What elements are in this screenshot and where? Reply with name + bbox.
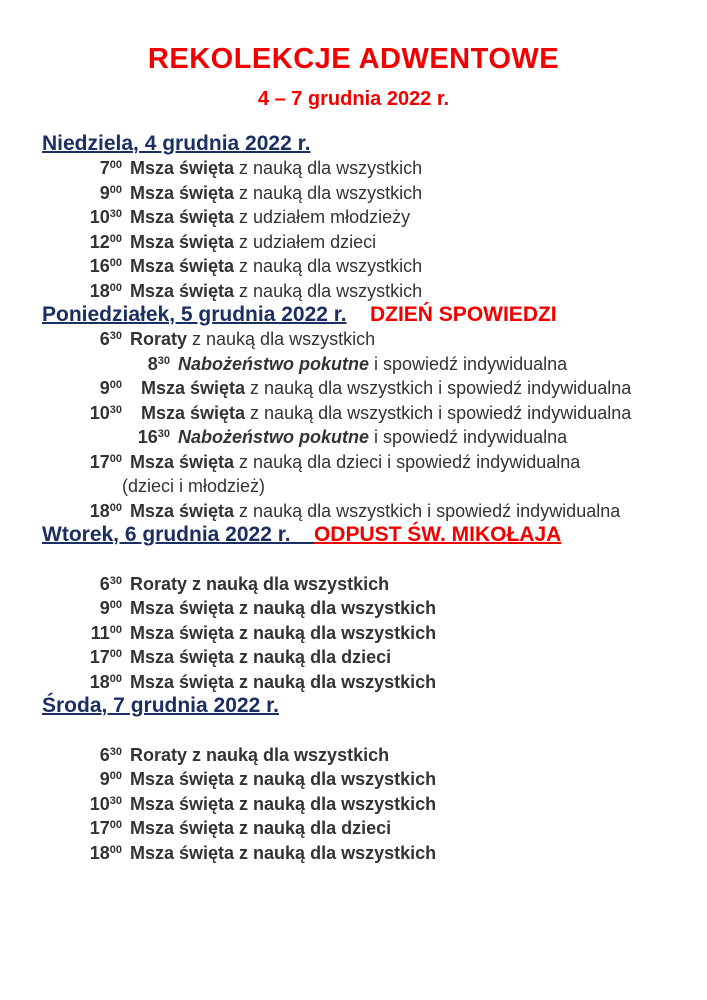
entry-hour: 17	[89, 451, 110, 472]
entry-lead: Msza święta	[130, 158, 235, 178]
entry-continuation: (dzieci i młodzież)	[122, 476, 266, 496]
entry-hour: 10	[89, 402, 110, 423]
entry-hour: 6	[99, 573, 110, 594]
entry-time	[42, 376, 122, 401]
entry-lead: Msza święta z nauką dla dzieci	[130, 647, 392, 667]
entry-minutes: 00	[109, 648, 122, 660]
entry-rest: i spowiedź indywidualna	[369, 353, 568, 374]
entry-minutes: 00	[109, 501, 122, 514]
entry-hour: 10	[89, 793, 110, 814]
entry-text	[178, 354, 567, 374]
schedule-entry	[0, 499, 707, 524]
entry-minutes: 00	[109, 379, 122, 391]
entry-time	[42, 279, 122, 304]
entry-lead: Msza święta z nauką dla wszystkich	[130, 671, 437, 692]
blank-line	[0, 547, 707, 572]
entry-minutes: 00	[109, 257, 122, 269]
entry-time	[42, 596, 122, 621]
section-wtorek	[0, 523, 707, 694]
schedule-entry	[0, 401, 707, 426]
entry-time	[42, 645, 122, 670]
entry-lead: Roraty	[130, 329, 188, 349]
sections	[0, 132, 707, 865]
blank-line	[0, 718, 707, 743]
entry-lead: Msza święta z nauką dla wszystkich	[130, 793, 437, 814]
entry-hour: 9	[99, 182, 110, 203]
entry-hour: 9	[99, 769, 110, 789]
entry-rest: z nauką dla wszystkich i spowiedź indywidualna	[245, 402, 632, 423]
entry-lead: Msza święta	[130, 207, 235, 227]
entry-minutes: 00	[109, 232, 122, 245]
entry-time	[42, 327, 122, 352]
entry-lead: Nabożeństwo pokutne	[178, 427, 370, 447]
entry-time	[42, 499, 122, 524]
entry-hour: 18	[89, 671, 110, 692]
schedule-entry	[0, 327, 707, 352]
entry-hour: 8	[147, 353, 158, 374]
entry-time	[42, 816, 122, 841]
schedule-entry	[0, 816, 707, 841]
entry-lead: Msza święta	[141, 402, 246, 423]
entry-rest: z nauką dla wszystkich	[234, 256, 423, 276]
entry-time	[42, 670, 122, 695]
schedule-entry	[0, 670, 707, 695]
schedule-entry	[0, 376, 707, 401]
schedule-entry	[0, 743, 707, 768]
entry-hour: 18	[89, 842, 110, 863]
entry-lead: Msza święta	[130, 182, 235, 203]
entry-time	[42, 621, 122, 646]
entry-text	[130, 183, 422, 203]
entry-hour: 12	[89, 231, 110, 252]
section-heading: Środa, 7 grudnia 2022 r.	[42, 694, 279, 717]
entry-lead: Msza święta z nauką dla wszystkich	[130, 598, 437, 618]
entry-lead: Msza święta	[130, 231, 235, 252]
entry-time	[42, 352, 170, 377]
entry-lead: Msza święta z nauką dla wszystkich	[130, 622, 437, 643]
section-heading: Wtorek, 6 grudnia 2022 r.	[42, 523, 291, 546]
entry-minutes: 00	[109, 819, 122, 831]
entry-hour: 6	[99, 329, 110, 349]
entry-rest: z nauką dla wszystkich	[187, 329, 376, 349]
section-heading: Niedziela, 4 grudnia 2022 r.	[42, 132, 311, 155]
schedule-entry	[0, 425, 707, 450]
schedule-entry	[0, 156, 707, 181]
entry-text	[130, 623, 436, 643]
section-niedziela	[0, 132, 707, 303]
entry-lead: Msza święta	[141, 378, 246, 398]
section-heading-row	[0, 523, 707, 547]
entry-text	[130, 745, 389, 765]
entry-minutes: 00	[109, 672, 122, 685]
schedule-entry	[0, 792, 707, 817]
schedule-entry	[0, 205, 707, 230]
entry-lead: Roraty z nauką dla wszystkich	[130, 744, 390, 765]
entry-hour: 9	[99, 598, 110, 618]
schedule-entry	[0, 645, 707, 670]
entry-time	[42, 181, 122, 206]
entry-minutes: 30	[157, 354, 170, 367]
entry-minutes: 00	[109, 159, 122, 171]
entry-minutes: 30	[109, 330, 122, 342]
entry-time	[42, 841, 122, 866]
entry-time	[42, 572, 122, 597]
entry-text	[130, 158, 422, 178]
section-heading-row	[0, 694, 707, 718]
section-sroda	[0, 694, 707, 865]
schedule-entry	[0, 572, 707, 597]
entry-rest: z nauką dla wszystkich	[234, 158, 423, 178]
entry-rest: z udziałem młodzieży	[234, 207, 411, 227]
entry-hour: 7	[99, 158, 110, 178]
entry-time	[42, 743, 122, 768]
entry-text	[130, 843, 436, 863]
entry-time	[42, 156, 122, 181]
entry-text	[130, 452, 580, 472]
entry-hour: 17	[89, 818, 110, 838]
entry-minutes: 30	[157, 428, 170, 440]
entry-rest: z nauką dla wszystkich	[234, 182, 423, 203]
schedule-entry	[0, 230, 707, 255]
entry-rest: z udziałem dzieci	[234, 231, 377, 252]
section-heading-note: DZIEŃ SPOWIEDZI	[369, 303, 557, 326]
schedule-entry	[0, 181, 707, 206]
entry-text	[130, 207, 410, 227]
entry-lead: Nabożeństwo pokutne	[178, 353, 370, 374]
entry-time	[42, 254, 122, 279]
entry-minutes: 00	[109, 770, 122, 782]
entry-time	[42, 767, 122, 792]
entry-hour: 17	[89, 647, 110, 667]
entry-hour: 18	[89, 500, 110, 521]
entry-rest: z nauką dla wszystkich i spowiedź indywidualna	[234, 500, 621, 521]
schedule-entry	[0, 352, 707, 377]
schedule-entry	[0, 621, 707, 646]
section-heading-row	[0, 132, 707, 156]
entry-lead: Msza święta z nauką dla wszystkich	[130, 842, 437, 863]
entry-hour: 16	[89, 256, 110, 276]
section-heading-note: ODPUST ŚW. MIKOŁAJA	[313, 523, 562, 546]
entry-rest: z nauką dla dzieci i spowiedź indywidualna	[234, 451, 581, 472]
entry-text	[130, 818, 391, 838]
entry-lead: Msza święta	[130, 500, 235, 521]
section-poniedzialek	[0, 303, 707, 523]
entry-text	[130, 598, 436, 618]
entry-hour: 9	[99, 378, 110, 398]
section-heading-row	[0, 303, 707, 327]
entry-text	[141, 378, 631, 398]
schedule-entry	[0, 279, 707, 304]
entry-text	[130, 329, 375, 349]
entry-lead: Msza święta	[130, 256, 235, 276]
entry-hour: 16	[137, 427, 158, 447]
entry-text	[130, 232, 376, 252]
entry-hour: 18	[89, 280, 110, 301]
schedule-entry	[0, 254, 707, 279]
heading-gap	[347, 303, 370, 326]
entry-text	[130, 672, 436, 692]
entry-text	[130, 647, 391, 667]
page-title: REKOLEKCJE ADWENTOWE	[147, 43, 560, 75]
entry-minutes: 30	[109, 403, 122, 416]
entry-text	[130, 256, 422, 276]
entry-minutes: 00	[109, 843, 122, 856]
section-heading: Poniedziałek, 5 grudnia 2022 r.	[42, 303, 347, 326]
heading-gap	[291, 523, 314, 546]
page-subtitle: 4 – 7 grudnia 2022 r.	[257, 88, 450, 110]
entry-rest: i spowiedź indywidualna	[369, 427, 568, 447]
entry-minutes: 30	[109, 574, 122, 587]
entry-text	[178, 427, 567, 447]
schedule-entry	[0, 841, 707, 866]
entry-minutes: 30	[109, 794, 122, 807]
entry-text	[141, 403, 631, 423]
entry-time	[42, 792, 122, 817]
entry-time	[42, 230, 122, 255]
entry-minutes: 30	[109, 208, 122, 220]
entry-lead: Msza święta	[130, 280, 235, 301]
entry-minutes: 00	[109, 183, 122, 196]
entry-hour: 10	[89, 207, 110, 227]
entry-rest: z nauką dla wszystkich i spowiedź indywidualna	[245, 378, 632, 398]
entry-minutes: 00	[109, 599, 122, 611]
entry-lead: Msza święta	[130, 451, 235, 472]
entry-text	[130, 794, 436, 814]
entry-text	[130, 574, 389, 594]
entry-time	[42, 450, 122, 475]
entry-hour: 6	[99, 744, 110, 765]
entry-text	[130, 769, 436, 789]
entry-minutes: 00	[109, 281, 122, 294]
entry-minutes: 00	[109, 452, 122, 465]
entry-time	[42, 205, 122, 230]
entry-text	[130, 281, 422, 301]
entry-lead: Msza święta z nauką dla dzieci	[130, 818, 392, 838]
schedule-entry	[0, 767, 707, 792]
entry-rest: z nauką dla wszystkich	[234, 280, 423, 301]
entry-hour: 11	[90, 622, 110, 643]
entry-minutes: 00	[109, 623, 122, 636]
entry-time	[42, 401, 122, 426]
entry-lead: Roraty z nauką dla wszystkich	[130, 573, 390, 594]
entry-time	[42, 425, 170, 450]
entry-minutes: 30	[109, 745, 122, 758]
entry-text	[130, 501, 620, 521]
entry-lead: Msza święta z nauką dla wszystkich	[130, 769, 437, 789]
schedule-entry	[0, 450, 707, 475]
schedule-entry	[0, 596, 707, 621]
